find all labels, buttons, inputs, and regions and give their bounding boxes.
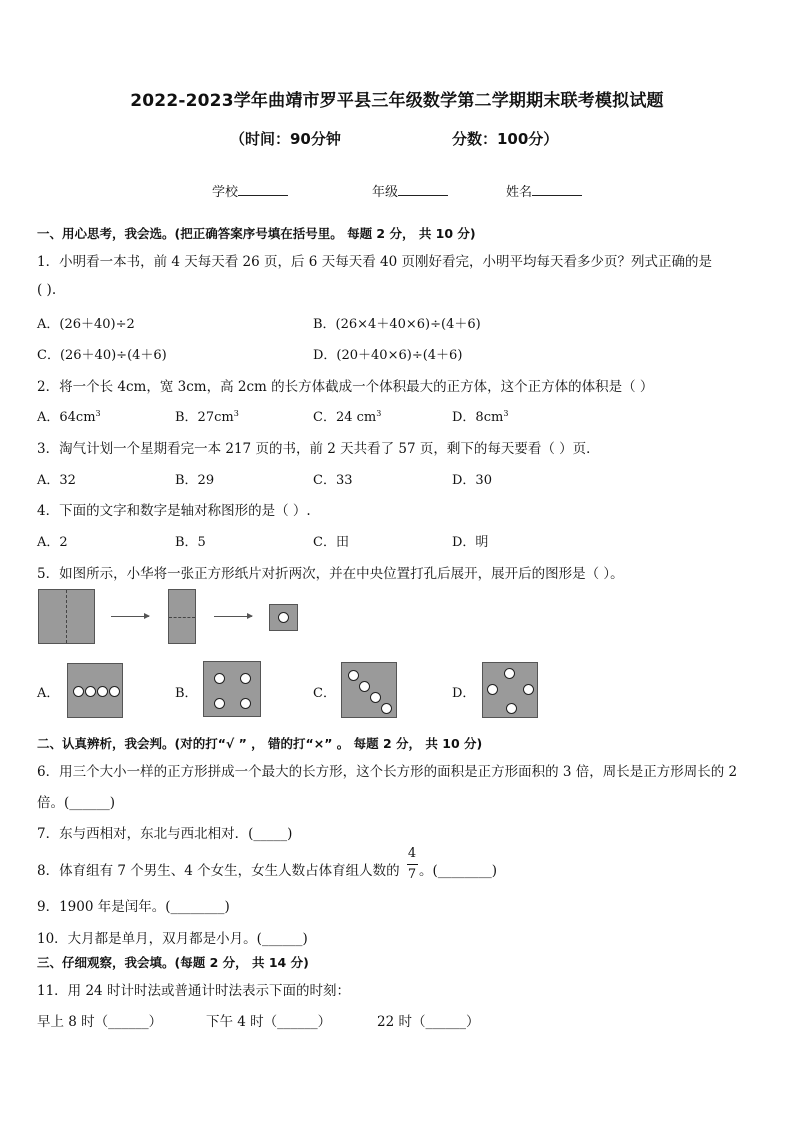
question-2-option-d[interactable]: D．$8cm^3$ [452, 409, 509, 425]
question-5-option-d-label[interactable]: D． [452, 686, 476, 701]
question-1-text: 1．小明看一本书，前 4 天每天看 26 页，后 6 天每天看 40 页刚好看完，小明平均每天看多少页？列式正确的是 [37, 254, 712, 270]
question-6-text: 6．用三个大小一样的正方形拼成一个最大的长方形，这个长方形的面积是正方形面积的 3 倍，周长是正方形周长的 2 [37, 764, 738, 780]
question-4-text: 4．下面的文字和数字是轴对称图形的是（ ）. [37, 503, 311, 519]
question-3-option-c[interactable]: C．33 [313, 473, 353, 488]
question-5-option-b-label[interactable]: B． [175, 686, 198, 701]
exam-score: 分数：100分） [452, 130, 559, 148]
question-4-option-b[interactable]: B．5 [175, 535, 206, 550]
question-9-text[interactable]: 9．1900 年是闰年。(________) [37, 899, 230, 915]
question-1-blank: ( ). [37, 282, 57, 298]
question-11-blank-c[interactable]: 22 时（______） [377, 1014, 480, 1030]
question-5-text: 5．如图所示，小华将一张正方形纸片对折两次，并在中央位置打孔后展开，展开后的图形是（ ）。 [37, 566, 624, 582]
exam-title: 2022-2023学年曲靖市罗平县三年级数学第二学期期末联考模拟试题 [130, 91, 664, 111]
question-5-option-c-label[interactable]: C． [313, 686, 336, 701]
question-5-option-d-figure[interactable] [482, 662, 538, 718]
fraction-bar [407, 864, 418, 865]
question-6-answer[interactable]: 倍。(______) [37, 795, 116, 811]
question-4-option-d[interactable]: D．明 [452, 535, 489, 550]
question-5-option-c-figure[interactable] [341, 662, 397, 718]
question-5-option-a-label[interactable]: A． [37, 686, 60, 701]
section-3-header: 三、仔细观察，我会填。(每题 2 分， 共 14 分) [37, 955, 309, 970]
question-1-option-d[interactable]: D．(20＋40×6)÷(4＋6) [313, 348, 463, 363]
question-7-text[interactable]: 7．东与西相对，东北与西北相对．(_____) [37, 826, 293, 842]
paper-square [38, 589, 95, 644]
school-field[interactable]: 学校 [212, 181, 288, 200]
question-3-text: 3．淘气计划一个星期看完一本 217 页的书，前 2 天共看了 57 页，剩下的每天要看（ ）页． [37, 441, 600, 457]
question-1-option-c[interactable]: C．(26＋40)÷(4＋6) [37, 348, 167, 363]
paper-folded-once [168, 589, 196, 644]
section-2-header: 二、认真辨析，我会判。(对的打“√ ” ， 错的打“×” 。 每题 2 分， 共 10 分) [37, 736, 483, 751]
question-5-option-b-figure[interactable] [203, 661, 261, 717]
paper-folded-twice [269, 604, 298, 631]
name-field[interactable]: 姓名 [506, 181, 582, 200]
fraction-numerator: 4 [407, 846, 417, 861]
question-2-option-b[interactable]: B．$27cm^3$ [175, 409, 239, 425]
question-1-option-a[interactable]: A．(26＋40)÷2 [37, 317, 135, 332]
question-11-blank-b[interactable]: 下午 4 时（______） [206, 1014, 332, 1030]
question-8-answer[interactable]: 。(________) [419, 863, 498, 879]
question-3-option-a[interactable]: A．32 [37, 473, 76, 488]
question-3-option-d[interactable]: D．30 [452, 473, 492, 488]
arrow-icon [111, 616, 149, 617]
question-2-option-a[interactable]: A．$64cm^3$ [37, 409, 101, 425]
question-3-option-b[interactable]: B．29 [175, 473, 215, 488]
question-1-option-b[interactable]: B．(26×4＋40×6)÷(4＋6) [313, 317, 481, 332]
fraction-denominator: 7 [407, 867, 417, 882]
question-4-option-c[interactable]: C．田 [313, 535, 349, 550]
section-1-header: 一、用心思考，我会选。(把正确答案序号填在括号里。 每题 2 分， 共 10 分) [37, 226, 476, 241]
exam-time: （时间：90分钟 [230, 130, 341, 148]
question-11-blank-a[interactable]: 早上 8 时（______） [37, 1014, 163, 1030]
question-5-option-a-figure[interactable] [67, 663, 123, 718]
question-2-text: 2．将一个长 4cm，宽 3cm，高 2cm 的长方体截成一个体积最大的正方体，这个正方体的体积是（ ） [37, 379, 654, 395]
question-4-option-a[interactable]: A．2 [37, 535, 68, 550]
arrow-icon [214, 616, 252, 617]
question-11-text: 11．用 24 时计时法或普通计时法表示下面的时刻： [37, 983, 350, 999]
question-8-text: 8．体育组有 7 个男生、4 个女生，女生人数占体育组人数的 [37, 863, 400, 879]
question-2-option-c[interactable]: C．24 $cm^3$ [313, 409, 382, 425]
question-10-text[interactable]: 10．大月都是单月，双月都是小月。(______) [37, 931, 308, 947]
grade-field[interactable]: 年级 [372, 181, 448, 200]
